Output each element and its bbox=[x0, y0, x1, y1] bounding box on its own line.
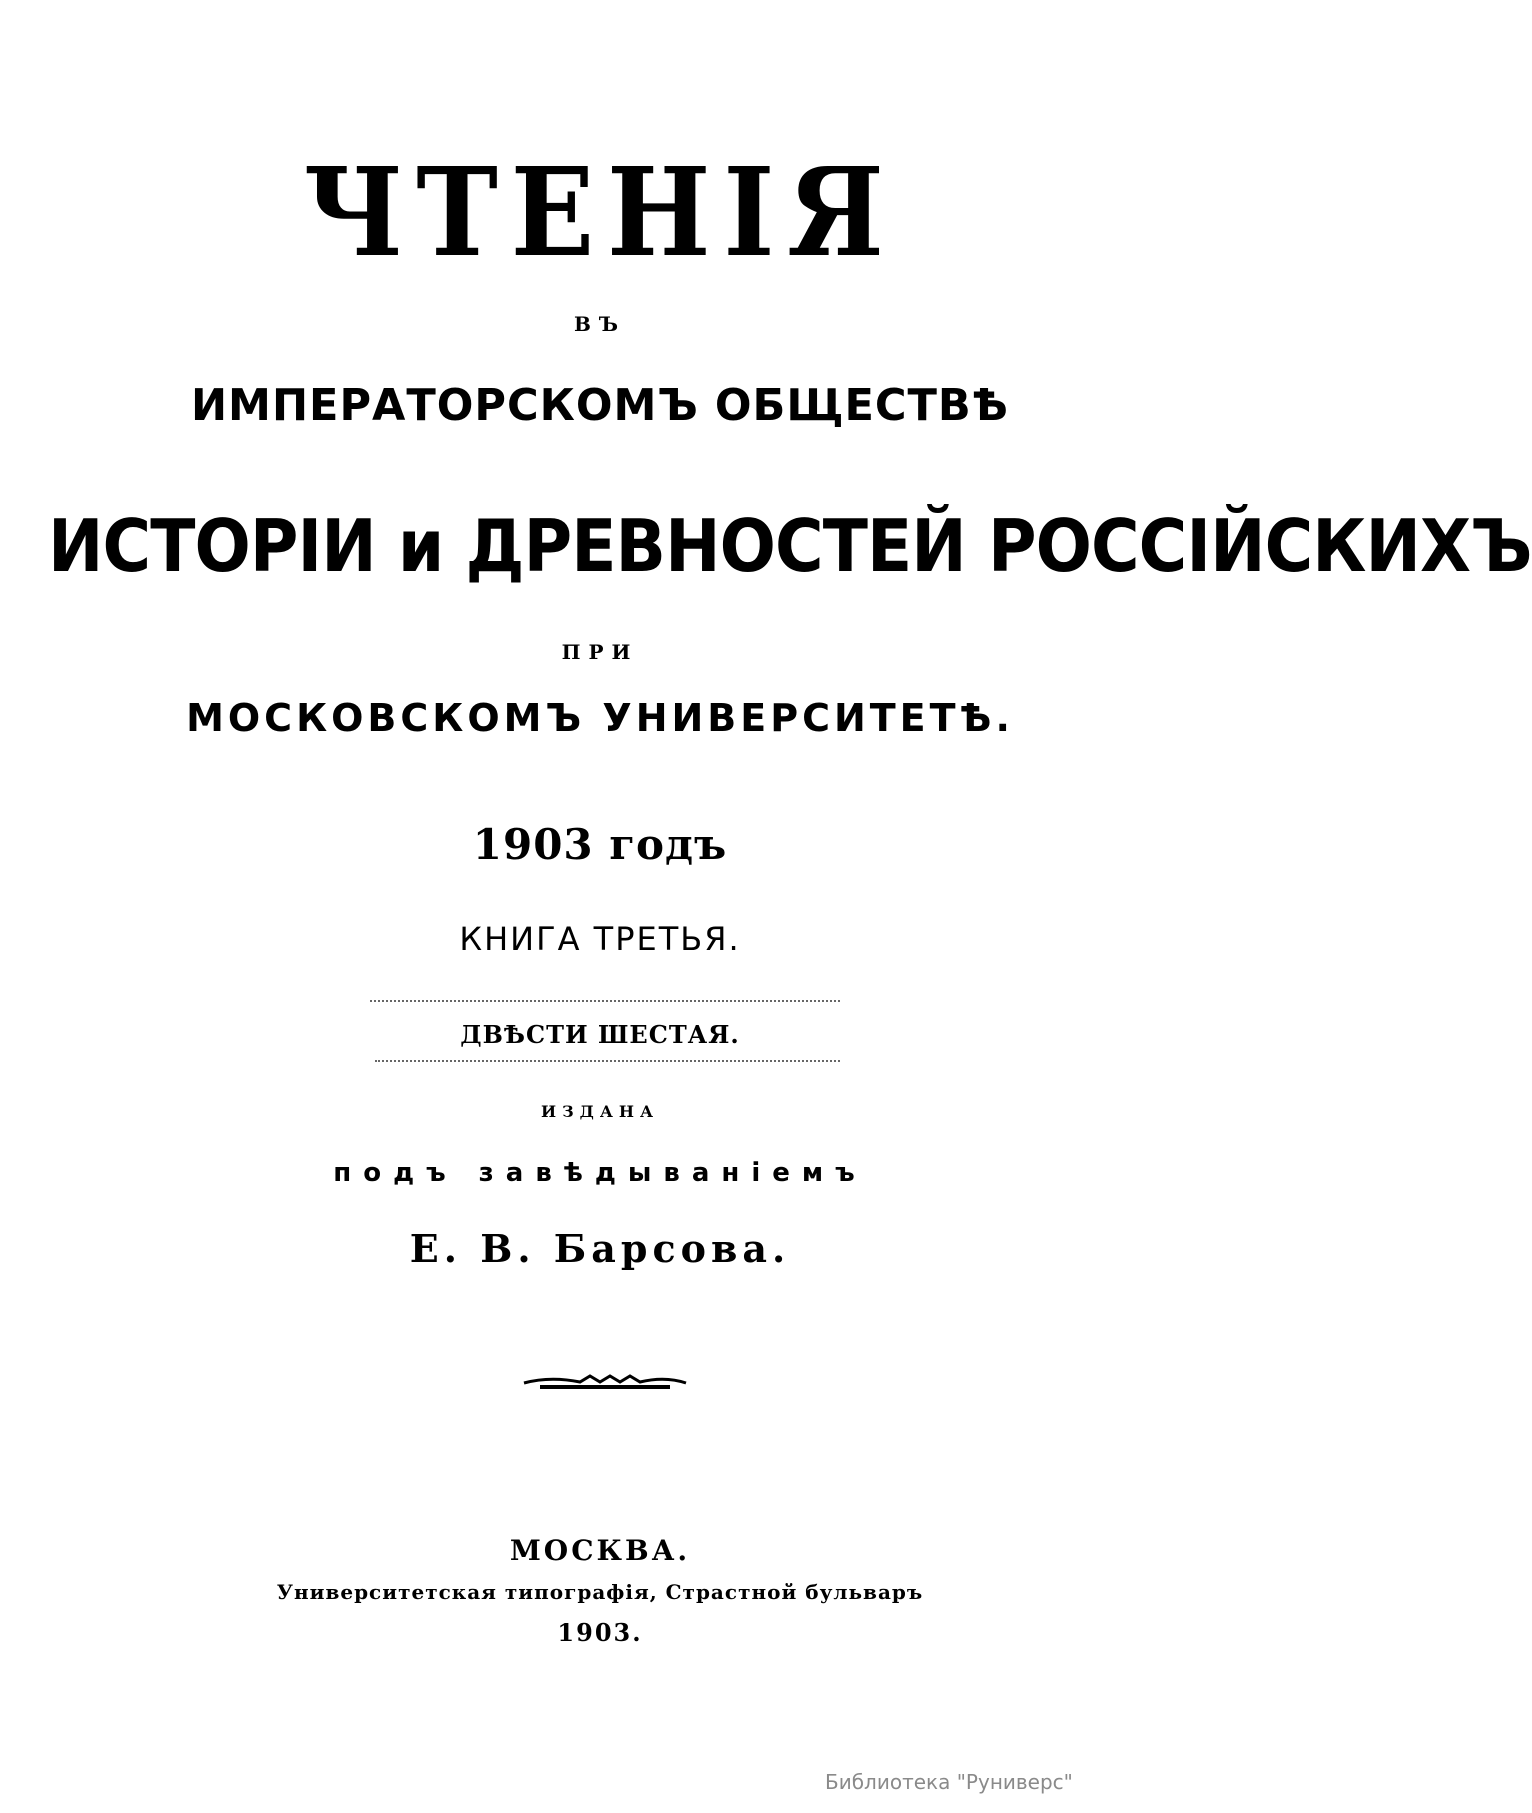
library-watermark: Библиотека "Руниверс" bbox=[825, 1770, 1073, 1794]
imprint-press: Университетская типографія, Страстной бульваръ bbox=[276, 1580, 924, 1604]
book-number-line: ДВѢСТИ ШЕСТАЯ. bbox=[460, 1020, 740, 1049]
editor-name: Е. В. Барсова. bbox=[409, 1226, 791, 1271]
history-line: ИСТОРІИ и ДРЕВНОСТЕЙ РОССІЙСКИХЪ bbox=[48, 504, 1532, 588]
dotted-rule-top bbox=[370, 1000, 840, 1002]
supervision-line: подъ завѣдываніемъ bbox=[333, 1158, 867, 1188]
year-line: 1903 годъ bbox=[472, 820, 728, 869]
journal-title: ЧТЕНІЯ bbox=[303, 140, 897, 284]
book-line: КНИГА ТРЕТЬЯ. bbox=[459, 920, 741, 958]
dotted-rule-bottom bbox=[375, 1060, 840, 1062]
pri-line: ПРИ bbox=[561, 640, 639, 664]
imprint-year: 1903. bbox=[557, 1618, 643, 1647]
issued-line: ИЗДАНА bbox=[540, 1102, 660, 1121]
imprint-city: МОСКВА. bbox=[509, 1534, 691, 1567]
university-line: МОСКОВСКОМЪ УНИВЕРСИТЕТѢ. bbox=[186, 696, 1014, 740]
ornament-divider bbox=[520, 1372, 690, 1392]
preposition-line: ВЪ bbox=[573, 312, 627, 336]
society-line: ИМПЕРАТОРСКОМЪ ОБЩЕСТВѢ bbox=[190, 380, 1009, 431]
